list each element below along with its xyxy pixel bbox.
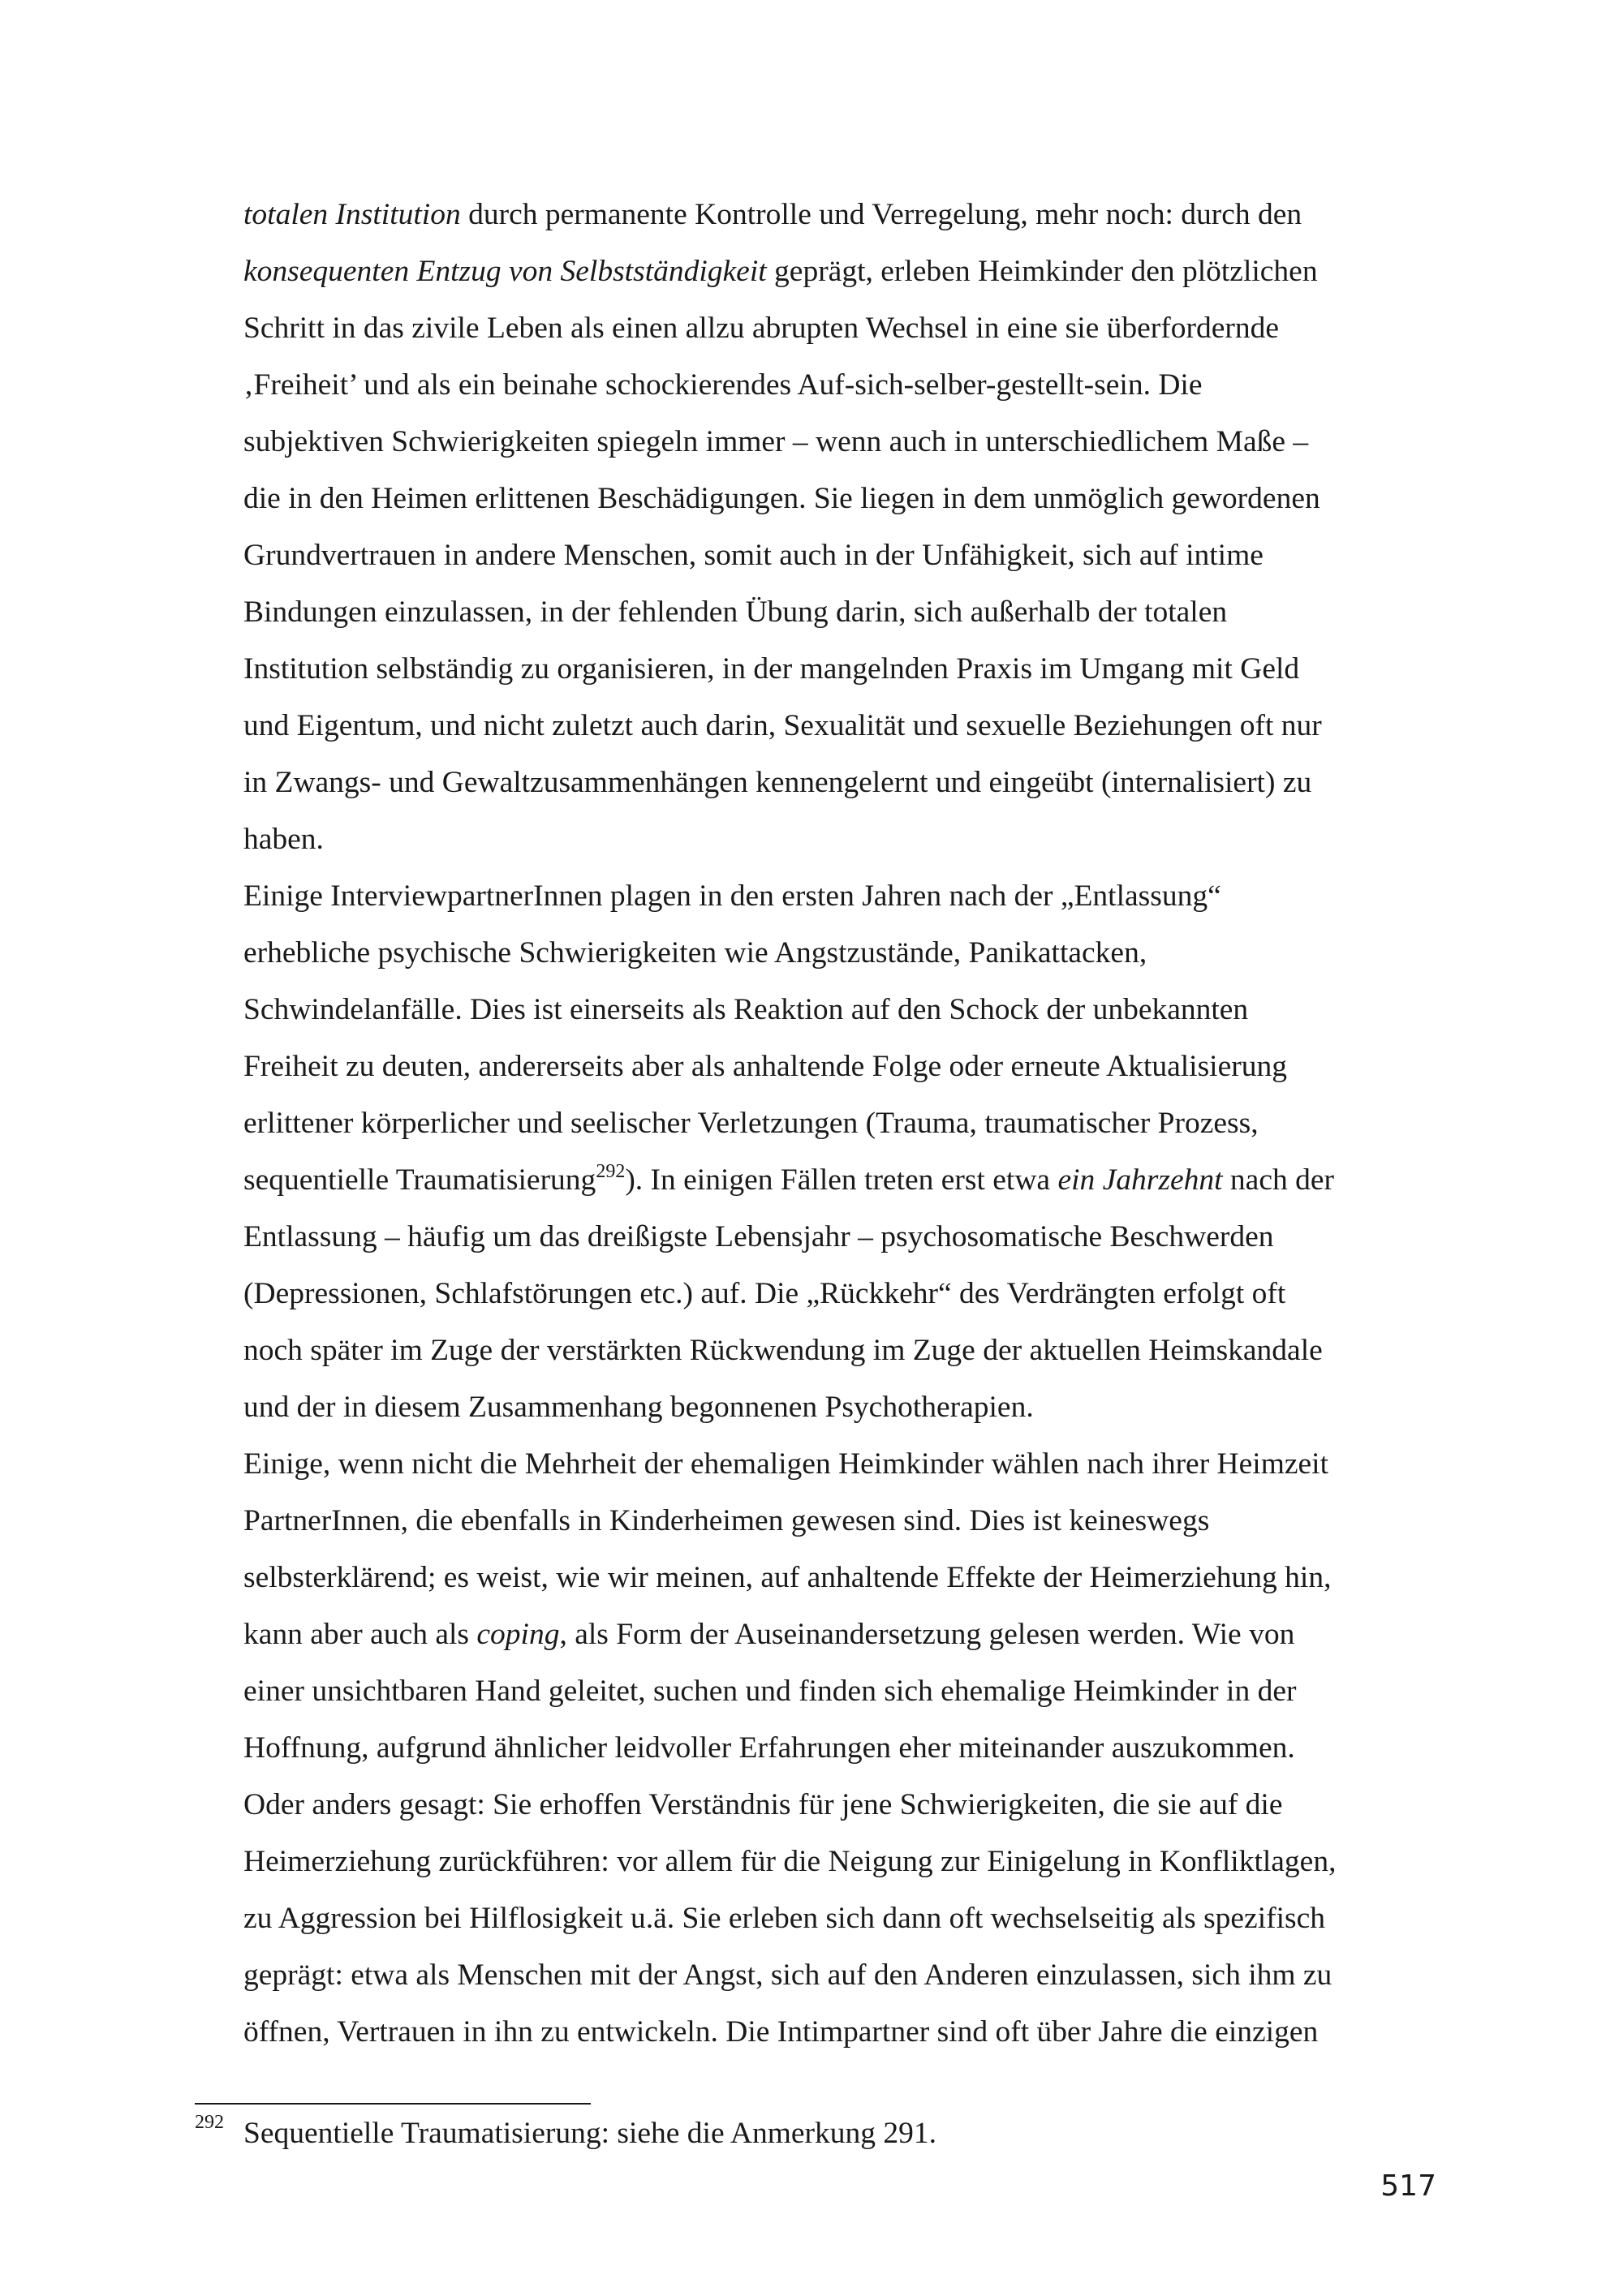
text-line-27: einer unsichtbaren Hand geleitet, suchen und finden sich ehemalige Heimkinder in der <box>243 1675 1297 1708</box>
footnote-number: 292 <box>195 2112 224 2133</box>
page-number: 517 <box>1380 2169 1436 2203</box>
text-line-16: Freiheit zu deuten, andererseits aber als anhaltende Folge oder erneute Aktualisierung <box>243 1050 1287 1083</box>
text-line-8: Bindungen einzulassen, in der fehlenden Übung darin, sich außerhalb der totalen <box>243 595 1228 629</box>
text-line-13: Einige InterviewpartnerInnen plagen in den ersten Jahren nach der „Entlassung“ <box>243 879 1221 913</box>
italic-term: coping <box>476 1618 560 1651</box>
footnote-reference[interactable]: 292 <box>596 1161 626 1182</box>
text-line-23: Einige, wenn nicht die Mehrheit der ehemaligen Heimkinder wählen nach ihrer Heimzeit <box>243 1447 1328 1481</box>
italic-term: totalen Institution <box>243 198 461 231</box>
text-line-31: zu Aggression bei Hilflosigkeit u.ä. Sie erleben sich dann oft wechselseitig als spezifisch <box>243 1902 1326 1935</box>
italic-term: ein Jahrzehnt <box>1057 1163 1223 1197</box>
text-line-33: öffnen, Vertrauen in ihn zu entwickeln. Die Intimpartner sind oft über Jahre die einzigen <box>243 2015 1319 2049</box>
text-line-12: haben. <box>243 823 324 856</box>
text-line-11: in Zwangs- und Gewaltzusammenhängen kennengelernt und eingeübt (internalisiert) zu <box>243 766 1312 799</box>
text-line-32: geprägt: etwa als Menschen mit der Angst, sich auf den Anderen einzulassen, sich ihm zu <box>243 1958 1332 1992</box>
text-line-9: Institution selbständig zu organisieren, in der mangelnden Praxis im Umgang mit Geld <box>243 652 1300 686</box>
text-line-7: Grundvertrauen in andere Menschen, somit auch in der Unfähigkeit, sich auf intime <box>243 539 1264 572</box>
text-line-3: Schritt in das zivile Leben als einen allzu abrupten Wechsel in eine sie überfordernde <box>243 312 1280 345</box>
text-line-25: selbsterklärend; es weist, wie wir meinen, auf anhaltende Effekte der Heimerziehung hin, <box>243 1561 1332 1594</box>
text-line-6: die in den Heimen erlittenen Beschädigungen. Sie liegen in dem unmöglich gewordenen <box>243 482 1320 515</box>
text-line-4: ‚Freiheit’ und als ein beinahe schockierendes Auf-sich-selber-gestellt-sein. Die <box>243 368 1203 402</box>
text-line-2: konsequenten Entzug von Selbstständigkeit geprägt, erleben Heimkinder den plötzlichen <box>243 255 1318 288</box>
text-line-22: und der in diesem Zusammenhang begonnenen Psychotherapien. <box>243 1391 1034 1424</box>
text-line-24: PartnerInnen, die ebenfalls in Kinderheimen gewesen sind. Dies ist keineswegs <box>243 1504 1210 1537</box>
footnote-divider <box>195 2103 591 2105</box>
text-line-29: Oder anders gesagt: Sie erhoffen Verständnis für jene Schwierigkeiten, die sie auf die <box>243 1788 1283 1821</box>
text-line-28: Hoffnung, aufgrund ähnlicher leidvoller Erfahrungen eher miteinander auszukommen. <box>243 1731 1295 1765</box>
text-line-10: und Eigentum, und nicht zuletzt auch darin, Sexualität und sexuelle Beziehungen oft nur <box>243 709 1322 742</box>
text-line-19: Entlassung – häufig um das dreißigste Lebensjahr – psychosomatische Beschwerden <box>243 1220 1274 1253</box>
footnote-text: Sequentielle Traumatisierung: siehe die Anmerkung 291. <box>243 2117 937 2150</box>
text-line-5: subjektiven Schwierigkeiten spiegeln immer – wenn auch in unterschiedlichem Maße – <box>243 425 1309 458</box>
italic-term: konsequenten Entzug von Selbstständigkeit <box>243 255 767 288</box>
text-line-15: Schwindelanfälle. Dies ist einerseits als Reaktion auf den Schock der unbekannten <box>243 993 1249 1026</box>
text-line-20: (Depressionen, Schlafstörungen etc.) auf. Die „Rückkehr“ des Verdrängten erfolgt oft <box>243 1277 1286 1310</box>
text-line-21: noch später im Zuge der verstärkten Rückwendung im Zuge der aktuellen Heimskandale <box>243 1334 1323 1367</box>
text-line-18: sequentielle Traumatisierung$^{292}$). In einigen Fällen treten erst etwa ein Jahrzehnt nach der <box>243 1161 1334 1197</box>
text-line-1: totalen Institution durch permanente Kontrolle und Verregelung, mehr noch: durch den <box>243 198 1302 231</box>
text-line-30: Heimerziehung zurückführen: vor allem für die Neigung zur Einigelung in Konfliktlagen, <box>243 1845 1337 1878</box>
text-line-14: erhebliche psychische Schwierigkeiten wie Angstzustände, Panikattacken, <box>243 936 1147 970</box>
body-text <box>243 187 1428 2061</box>
text-line-26: kann aber auch als coping, als Form der Auseinandersetzung gelesen werden. Wie von <box>243 1618 1295 1651</box>
text-line-17: erlittener körperlicher und seelischer Verletzungen (Trauma, traumatischer Prozess, <box>243 1107 1259 1140</box>
footnote <box>195 2113 1428 2154</box>
